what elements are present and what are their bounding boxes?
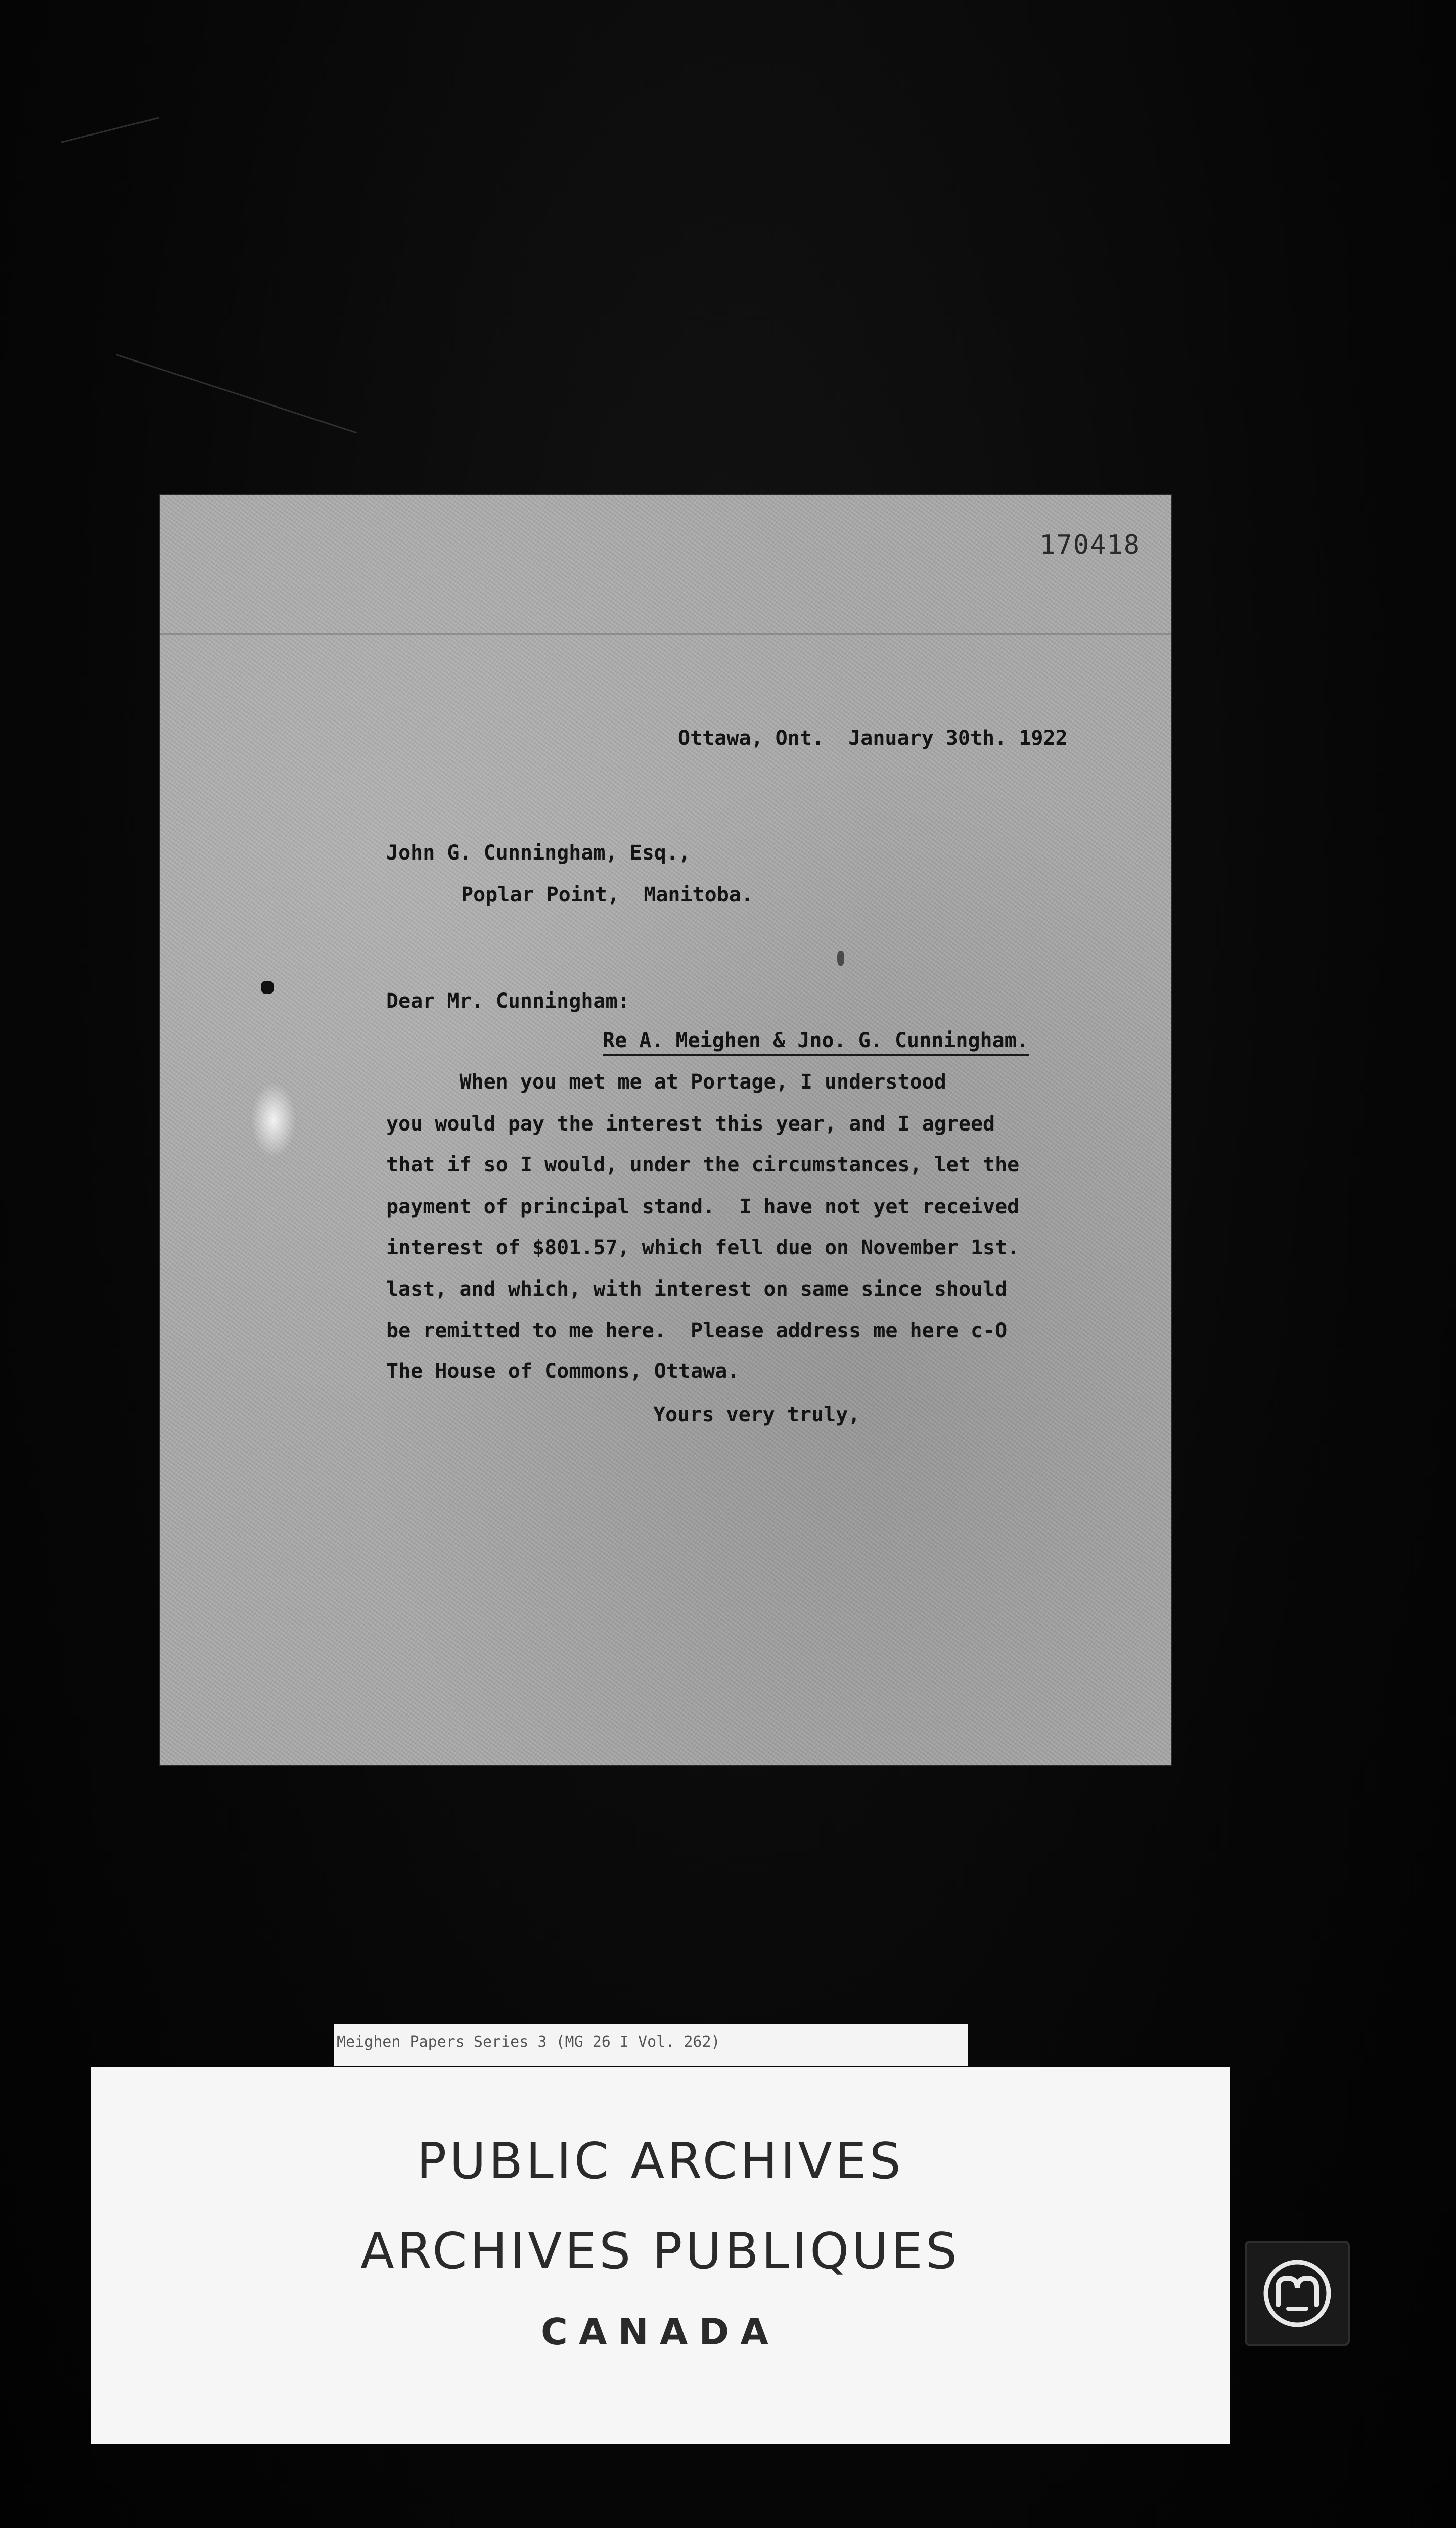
salutation: Dear Mr. Cunningham:	[386, 989, 630, 1013]
closing: Yours very truly,	[653, 1403, 860, 1426]
archives-logo-icon	[1247, 2243, 1348, 2344]
archive-card	[91, 2067, 1230, 2444]
ink-mark	[837, 951, 844, 966]
body-line: payment of principal stand. I have not yet received	[386, 1195, 1020, 1218]
body-line: interest of $801.57, which fell due on November 1st.	[386, 1236, 1020, 1259]
body-line: When you met me at Portage, I understood	[386, 1070, 946, 1094]
body-line: that if so I would, under the circumstances, let the	[386, 1153, 1020, 1177]
archive-reference-label: Meighen Papers Series 3 (MG 26 I Vol. 262)	[334, 2024, 968, 2066]
archive-country: CANADA	[540, 2311, 780, 2353]
film-scratch	[61, 117, 159, 143]
recipient-location: Poplar Point, Manitoba.	[461, 883, 753, 907]
ink-mark	[261, 981, 274, 994]
archives-logo-icon	[1245, 2241, 1350, 2346]
film-scratch	[116, 354, 357, 433]
body-line: you would pay the interest this year, and I agreed	[386, 1112, 995, 1136]
body-line: be remitted to me here. Please address me here c-O	[386, 1319, 1008, 1342]
archive-title-fr: ARCHIVES PUBLIQUES	[360, 2223, 961, 2280]
sheet-fold-line	[160, 633, 1171, 635]
film-light-spot	[251, 1082, 296, 1158]
body-line: last, and which, with interest on same since should	[386, 1278, 1008, 1301]
letter-sheet	[160, 495, 1171, 1765]
document-number: 170418	[1039, 530, 1141, 560]
archive-title-en: PUBLIC ARCHIVES	[417, 2133, 904, 2190]
recipient-name: John G. Cunningham, Esq.,	[386, 841, 691, 865]
subject-line: Re A. Meighen & Jno. G. Cunningham.	[603, 1030, 1029, 1056]
place-date: Ottawa, Ont. January 30th. 1922	[678, 727, 1068, 750]
body-line: The House of Commons, Ottawa.	[386, 1360, 740, 1383]
